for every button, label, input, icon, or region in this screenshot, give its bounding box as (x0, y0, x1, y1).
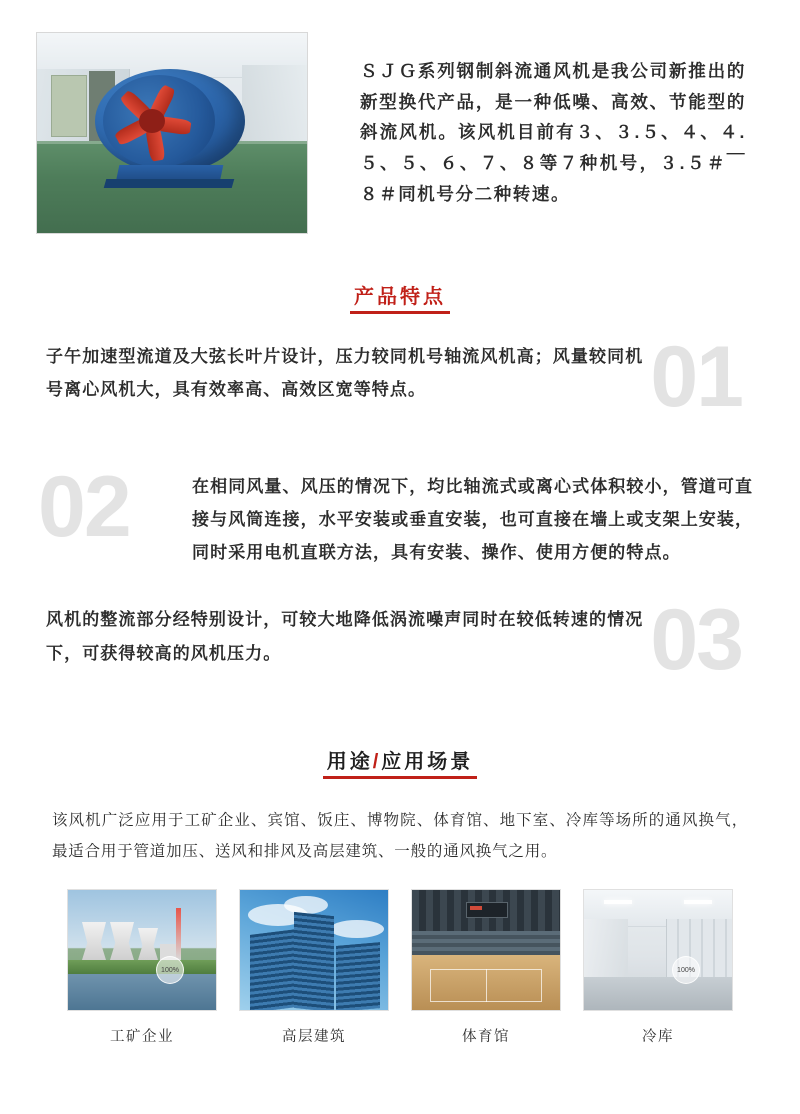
cloud-icon (284, 896, 328, 914)
gallery-item (411, 889, 561, 1046)
gallery-caption: 高层建筑 (282, 1029, 346, 1046)
feature-number-3: 03 (650, 592, 742, 689)
feature-item-2 (0, 459, 800, 569)
features-section-title (0, 280, 800, 314)
usage-title-separator: / (372, 751, 382, 774)
photo-wall-right (242, 65, 307, 145)
gallery-badge: 100% (156, 956, 184, 984)
ceiling-lamp-icon (604, 900, 632, 904)
photo-panel-a (51, 75, 87, 137)
gallery-item (67, 889, 217, 1046)
stadium-stands (412, 931, 560, 957)
application-gallery (0, 889, 800, 1046)
gallery-item (583, 889, 733, 1046)
gallery-caption: 冷库 (642, 1029, 674, 1046)
feature-number-2: 02 (38, 459, 130, 555)
feature-text-2: 在相同风量、风压的情况下，均比轴流式或离心式体积较小，管道可直接与风筒连接，水平安装或垂直安装，也可直接在墙上或支架上安装，同时采用电机直联方法，具有安装、操作、使用方便的特点。 (192, 477, 754, 563)
cloud-icon (330, 920, 384, 938)
gallery-caption: 体育馆 (462, 1029, 510, 1046)
features-title-text: 产品特点 (350, 280, 450, 314)
fan-hub (139, 109, 165, 133)
feature-text-3: 风机的整流部分经特别设计，可较大地降低涡流噪声同时在较低转速的情况下，可获得较高的风机压力。 (46, 610, 644, 663)
usage-title-text (323, 745, 478, 779)
feature-item-1 (0, 329, 800, 436)
cooling-tower-icon (110, 922, 134, 960)
ceiling-lamp-icon (684, 900, 712, 904)
hero-section (0, 0, 800, 234)
usage-section-title (0, 745, 800, 779)
gallery-badge: 100% (672, 956, 700, 984)
gallery-thumb-coldstorage (583, 889, 733, 1011)
fan-illustration (95, 69, 245, 177)
gallery-thumb-highrise (239, 889, 389, 1011)
feature-text-1: 子午加速型流道及大弦长叶片设计，压力较同机号轴流风机高；风量较同机号离心风机大，具有效率高、高效区宽等特点。 (46, 347, 644, 400)
cooling-tower-icon (138, 928, 158, 960)
thumb-left-wall (584, 919, 628, 981)
basketball-court (412, 955, 560, 1010)
building-shape (294, 912, 334, 1011)
thumb-floor (584, 977, 732, 1011)
usage-paragraph: 该风机广泛应用于工矿企业、宾馆、饭庄、博物院、体育馆、地下室、冷库等场所的通风换气，最适合用于管道加压、送风和排风及高层建筑、一般的通风换气之用。 (52, 812, 748, 861)
usage-title-prefix: 用途 (326, 751, 373, 774)
gallery-caption: 工矿企业 (110, 1029, 174, 1046)
gallery-thumb-industrial (67, 889, 217, 1011)
scoreboard-icon (466, 902, 508, 918)
product-photo (36, 32, 308, 234)
gallery-item (239, 889, 389, 1046)
feature-item-3 (0, 592, 800, 699)
chimney-icon (176, 908, 181, 960)
gallery-thumb-gymnasium (411, 889, 561, 1011)
building-shape (250, 930, 296, 1012)
usage-title-suffix: 应用场景 (381, 751, 474, 774)
fan-foot (104, 179, 235, 188)
feature-number-1: 01 (650, 329, 742, 425)
building-shape (336, 942, 380, 1011)
product-intro-paragraph: ＳＪＧ系列钢制斜流通风机是我公司新推出的新型换代产品，是一种低噪、高效、节能型的斜流风机。该风机目前有３、３.５、４、４.５、５、６、７、８等７种机号，３.５＃￣８＃同机号分二种转速。 (360, 61, 746, 204)
thumb-grass (68, 960, 216, 974)
cooling-tower-icon (82, 922, 106, 960)
thumb-water (68, 974, 216, 1010)
